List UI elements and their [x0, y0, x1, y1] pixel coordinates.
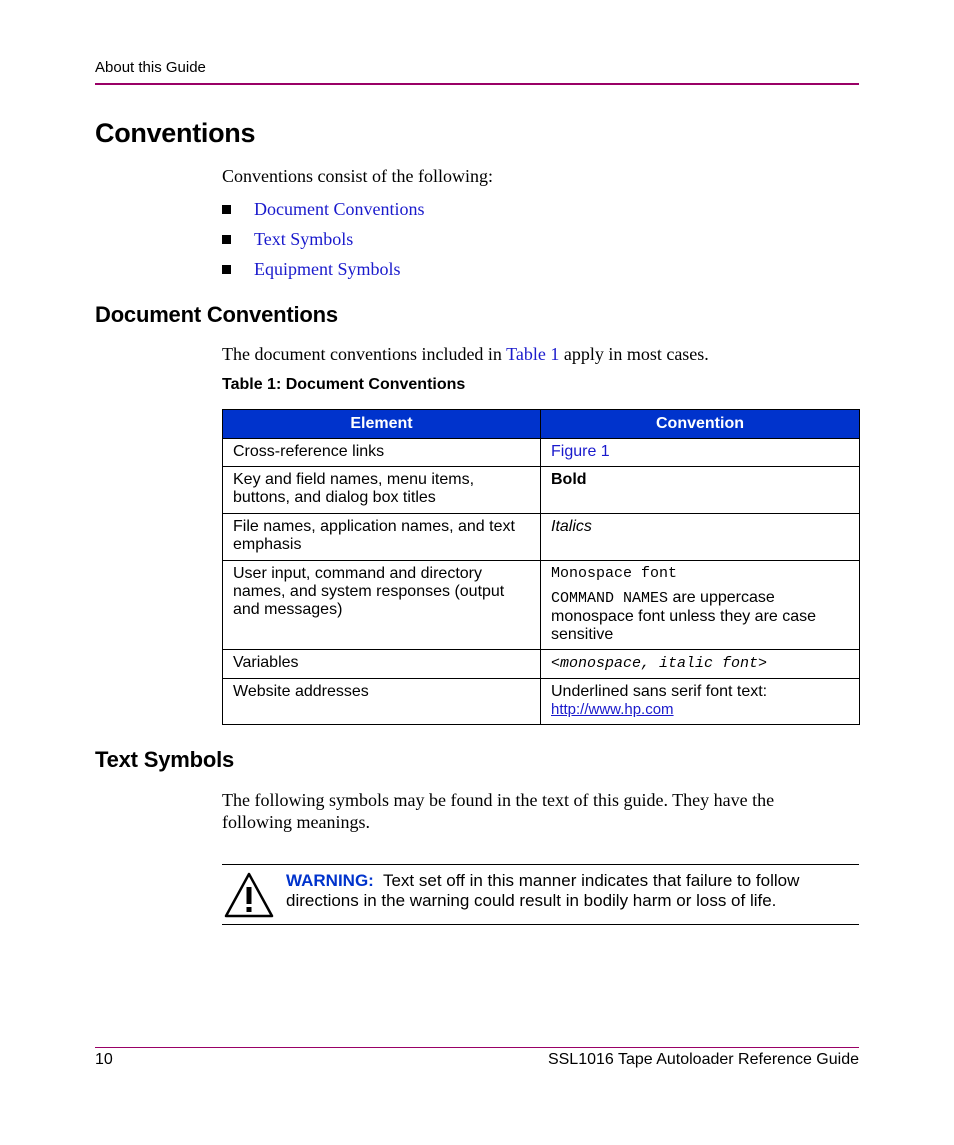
table-caption: Table 1: Document Conventions	[222, 376, 466, 393]
cell-element: Cross-reference links	[223, 439, 541, 467]
page-number: 10	[95, 1051, 113, 1068]
table-row	[223, 679, 860, 725]
url-description: Underlined sans serif font text:	[551, 683, 768, 700]
warning-bottom-rule	[222, 924, 859, 925]
command-names-note	[551, 589, 849, 644]
cell-convention	[541, 679, 860, 725]
warning-triangle-icon	[224, 872, 274, 918]
link-document-conventions[interactable]: Document Conventions	[254, 199, 425, 219]
hp-website-link[interactable]: http://www.hp.com	[551, 701, 674, 718]
cell-convention	[541, 650, 860, 679]
link-text-symbols[interactable]: Text Symbols	[254, 229, 354, 249]
cell-element: Key and field names, menu items, buttons, and dialog box titles	[223, 467, 541, 514]
section-heading-text-symbols: Text Symbols	[95, 747, 235, 772]
bullet-square-icon	[222, 205, 231, 214]
doc-conventions-paragraph	[222, 343, 709, 365]
table-row	[223, 514, 860, 561]
section-heading-document-conventions: Document Conventions	[95, 302, 338, 327]
variable-example: <monospace, italic font>	[551, 655, 768, 672]
intro-text: Conventions consist of the following:	[222, 166, 493, 186]
command-names-example: COMMAND NAMES	[551, 590, 669, 607]
list-item	[222, 254, 424, 284]
warning-label: WARNING:	[286, 871, 374, 890]
text-symbols-paragraph: The following symbols may be found in the text of this guide. They have the following meanings.	[222, 790, 775, 832]
cell-convention	[541, 561, 860, 650]
cell-element: File names, application names, and text emphasis	[223, 514, 541, 561]
command-names-text: are uppercase monospace font unless they are case sensitive	[551, 589, 817, 643]
monospace-example: Monospace font	[551, 565, 678, 582]
cell-convention	[541, 439, 860, 467]
warning-top-rule	[222, 864, 859, 865]
paragraph-text: The document conventions included in	[222, 344, 507, 364]
cell-element: User input, command and directory names, and system responses (output and messages)	[223, 561, 541, 650]
bullet-square-icon	[222, 235, 231, 244]
cell-convention: Bold	[541, 467, 860, 514]
cell-element: Variables	[223, 650, 541, 679]
column-header-element: Element	[223, 410, 541, 439]
link-table-1[interactable]: Table 1	[506, 344, 560, 364]
cell-element: Website addresses	[223, 679, 541, 725]
footer-doc-title: SSL1016 Tape Autoloader Reference Guide	[547, 1051, 859, 1068]
link-figure-1[interactable]: Figure 1	[551, 443, 610, 460]
table-header-row	[223, 410, 860, 439]
footer-rule	[95, 1047, 859, 1048]
list-item	[222, 224, 424, 254]
table-row	[223, 467, 860, 514]
warning-message	[286, 871, 846, 911]
list-item	[222, 194, 424, 224]
running-header: About this Guide	[95, 59, 206, 76]
link-equipment-symbols[interactable]: Equipment Symbols	[254, 259, 401, 279]
warning-body: Text set off in this manner indicates that failure to follow directions in the warning could result in bodily harm or loss of life.	[286, 871, 800, 910]
table-row	[223, 439, 860, 467]
bullet-square-icon	[222, 265, 231, 274]
table-row	[223, 650, 860, 679]
page-title: Conventions	[95, 118, 256, 148]
paragraph-text: apply in most cases.	[559, 344, 709, 364]
conventions-list	[222, 194, 424, 284]
conventions-table	[222, 409, 860, 725]
column-header-convention: Convention	[541, 410, 860, 439]
cell-convention: Italics	[541, 514, 860, 561]
header-rule	[95, 83, 859, 85]
table-row	[223, 561, 860, 650]
